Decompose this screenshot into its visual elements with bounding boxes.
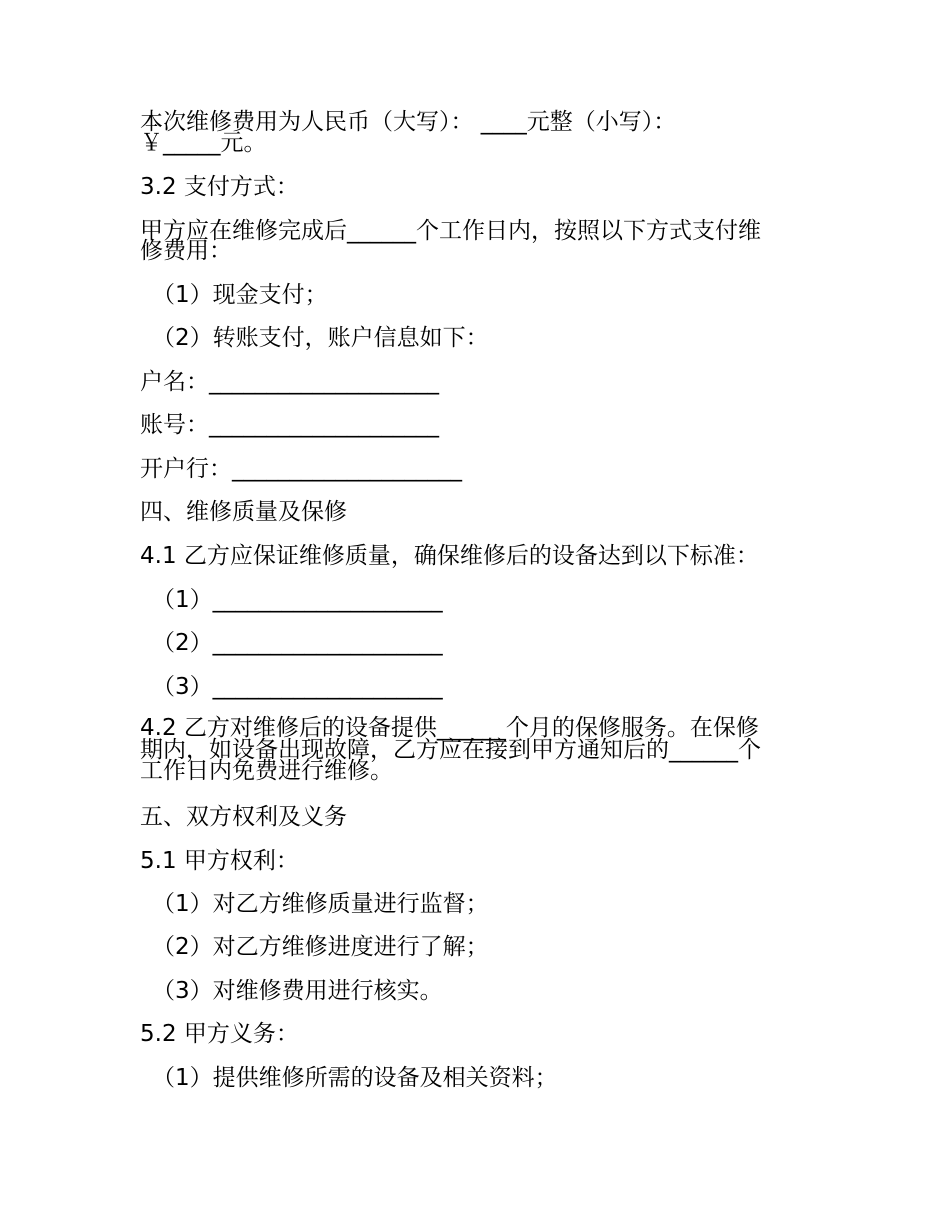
payment-option-cash: （1）现金支付； <box>152 282 328 308</box>
section-heading-4: 四、维修质量及保修 <box>140 499 347 525</box>
party-a-right-3: （3）对维修费用进行核实。 <box>152 978 443 1004</box>
section-heading-5-2: 5.2 甲方义务： <box>140 1021 299 1047</box>
quality-standard-3: （3）____________________ <box>152 674 443 700</box>
warranty-clause-4-2: 4.2 乙方对维修后的设备提供______个月的保修服务。在保修 <box>140 715 759 741</box>
quality-standard-1: （1）____________________ <box>152 587 443 613</box>
payment-terms-line: 甲方应在维修完成后______个工作日内，按照以下方式支付维 <box>140 218 761 244</box>
section-heading-3-2: 3.2 支付方式： <box>140 174 299 200</box>
section-heading-5-1: 5.1 甲方权利： <box>140 848 299 874</box>
payment-terms-line-cont: 修费用： <box>140 238 232 264</box>
section-heading-5: 五、双方权利及义务 <box>140 804 347 830</box>
party-a-right-2: （2）对乙方维修进度进行了解； <box>152 934 489 960</box>
account-number-line: 账号：____________________ <box>140 412 439 438</box>
warranty-clause-4-2-cont: 期内，如设备出现故障，乙方应在接到甲方通知后的______个 <box>140 737 761 763</box>
party-a-right-1: （1）对乙方维修质量进行监督； <box>152 891 489 917</box>
account-name-line: 户名：____________________ <box>140 369 439 395</box>
fee-amount-line: 本次维修费用为人民币（大写）： ____元整（小写）： <box>140 109 677 135</box>
quality-standard-2: （2）____________________ <box>152 630 443 656</box>
quality-clause-4-1: 4.1 乙方应保证维修质量，确保维修后的设备达到以下标准： <box>140 543 759 569</box>
payment-option-transfer: （2）转账支付，账户信息如下： <box>152 325 489 351</box>
bank-name-line: 开户行：____________________ <box>140 456 462 482</box>
fee-amount-line-cont: ￥_____元。 <box>140 130 267 156</box>
party-a-obligation-1: （1）提供维修所需的设备及相关资料； <box>152 1065 558 1091</box>
warranty-clause-4-2-cont2: 工作日内免费进行维修。 <box>140 758 393 784</box>
